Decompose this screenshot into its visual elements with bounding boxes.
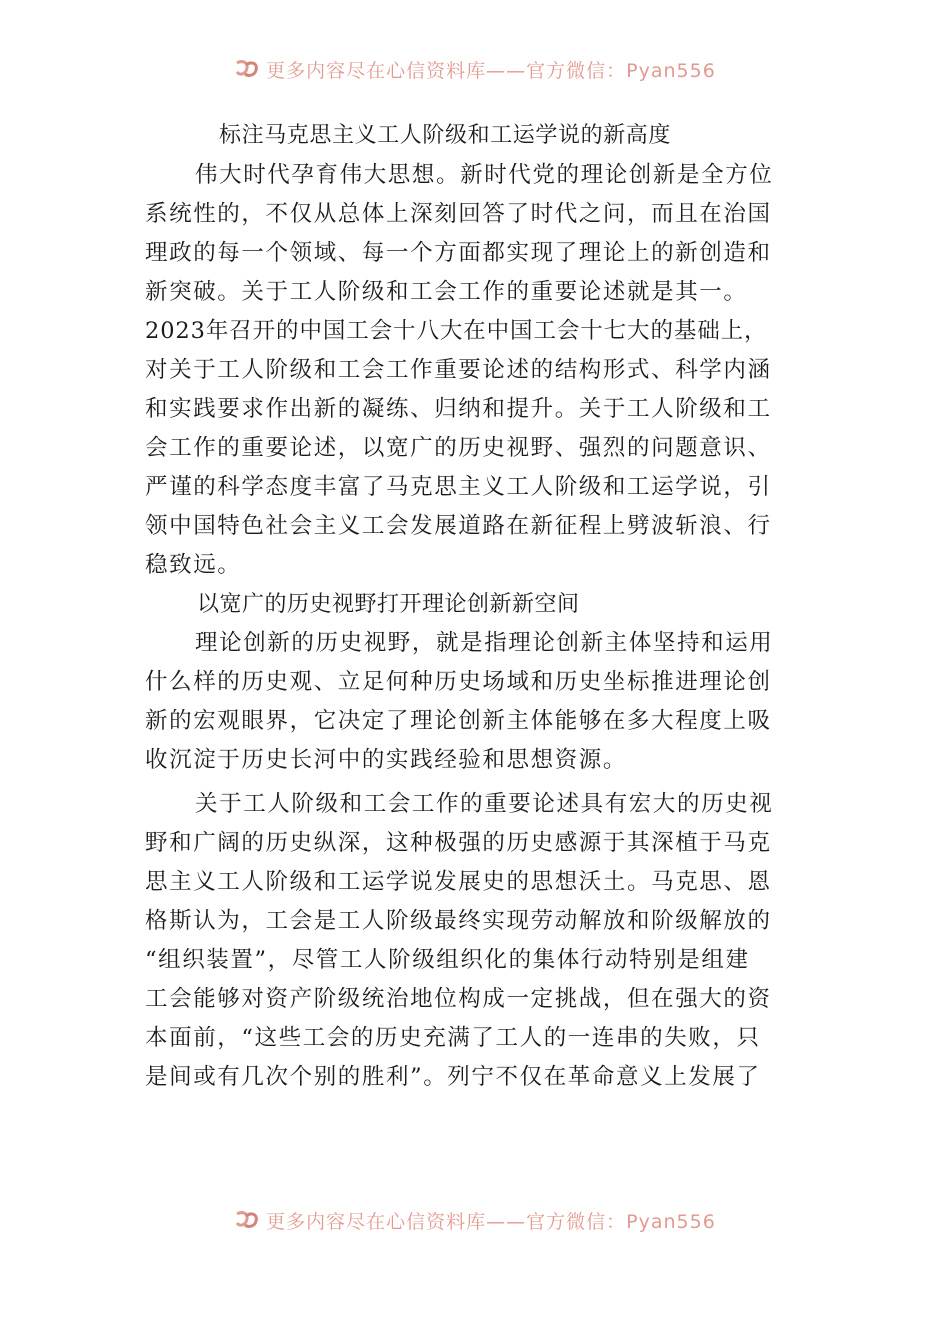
- watermark-footer: [0, 1206, 950, 1234]
- paragraph-line: 新的宏观眼界，它决定了理论创新主体能够在多大程度上吸: [145, 708, 772, 734]
- paragraph-line: 严谨的科学态度丰富了马克思主义工人阶级和工运学说，引: [145, 474, 772, 500]
- document-title: 标注马克思主义工人阶级和工运学说的新高度: [219, 123, 672, 148]
- paragraph-line: 领中国特色社会主义工会发展道路在新征程上劈波斩浪、行: [145, 513, 772, 539]
- paragraph-line: 伟大时代孕育伟大思想。新时代党的理论创新是全方位: [195, 162, 774, 188]
- watermark-text: 更多内容尽在心信资料库——官方微信：Pyan556: [266, 59, 716, 82]
- paragraph-line: 对关于工人阶级和工会工作重要论述的结构形式、科学内涵: [145, 357, 772, 383]
- watermark-text: 更多内容尽在心信资料库——官方微信：Pyan556: [266, 1210, 716, 1233]
- logo-icon: [234, 59, 260, 79]
- section-heading: 以宽广的历史视野打开理论创新新空间: [197, 592, 580, 617]
- paragraph-line: 2023年召开的中国工会十八大在中国工会十七大的基础上，: [145, 318, 768, 344]
- paragraph-line: 会工作的重要论述，以宽广的历史视野、强烈的问题意识、: [145, 435, 772, 461]
- paragraph-3: [145, 785, 810, 1097]
- paragraph-line: 格斯认为，工会是工人阶级最终实现劳动解放和阶级解放的: [145, 908, 772, 934]
- paragraph-line: 是间或有几次个别的胜利”。列宁不仅在革命意义上发展了: [145, 1064, 761, 1090]
- logo-icon: [234, 1210, 260, 1230]
- paragraph-line: 新突破。关于工人阶级和工会工作的重要论述就是其一。: [145, 279, 748, 305]
- watermark-header: [0, 55, 950, 83]
- paragraph-line: 本面前，“这些工会的历史充满了工人的一连串的失败，只: [145, 1025, 761, 1051]
- paragraph-line: 思主义工人阶级和工运学说发展史的思想沃土。马克思、恩: [145, 869, 772, 895]
- paragraph-line: 稳致远。: [145, 552, 242, 578]
- paragraph-line: 什么样的历史观、立足何种历史场域和历史坐标推进理论创: [145, 669, 772, 695]
- paragraph-line: “组织装置”，尽管工人阶级组织化的集体行动特别是组建: [145, 947, 750, 973]
- paragraph-line: 收沉淀于历史长河中的实践经验和思想资源。: [145, 747, 628, 773]
- paragraph-2: [145, 624, 810, 780]
- paragraph-line: 理论创新的历史视野，就是指理论创新主体坚持和运用: [195, 630, 774, 656]
- paragraph-line: 理政的每一个领域、每一个方面都实现了理论上的新创造和: [145, 240, 772, 266]
- paragraph-1: [145, 156, 810, 585]
- paragraph-line: 和实践要求作出新的凝练、归纳和提升。关于工人阶级和工: [145, 396, 772, 422]
- paragraph-line: 工会能够对资产阶级统治地位构成一定挑战，但在强大的资: [145, 986, 772, 1012]
- paragraph-line: 野和广阔的历史纵深，这种极强的历史感源于其深植于马克: [145, 830, 772, 856]
- paragraph-line: 关于工人阶级和工会工作的重要论述具有宏大的历史视: [195, 791, 774, 817]
- document-body: [145, 116, 810, 1097]
- paragraph-line: 系统性的，不仅从总体上深刻回答了时代之问，而且在治国: [145, 201, 772, 227]
